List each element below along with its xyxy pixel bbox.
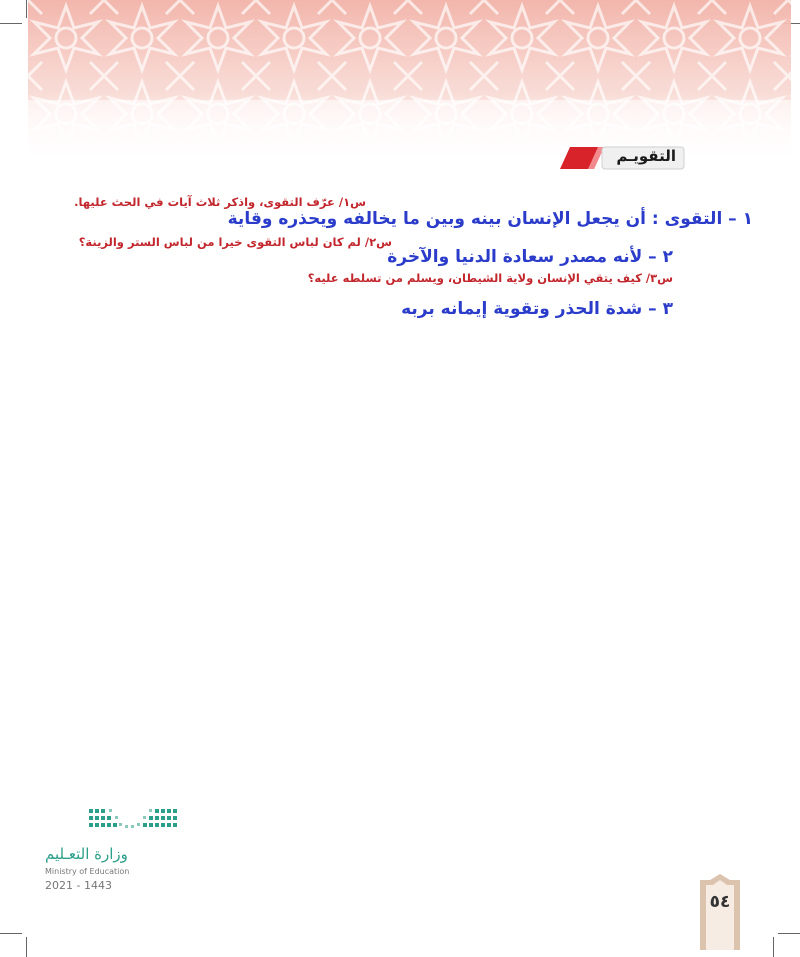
question-3: س٣/ كيف يتقي الإنسان ولاية الشيطان، ويسلم من تسلطه عليه؟ — [307, 271, 673, 285]
crop-mark — [0, 933, 22, 934]
answer-1: ١ – التقوى : أن يجعل الإنسان بينه وبين ما يخالفه ويحذره وقاية — [227, 209, 753, 229]
question-1: س١/ عرّف التقوى، واذكر ثلاث آيات في الحث عليها. — [74, 195, 366, 209]
section-tab — [556, 143, 686, 173]
ministry-name-en: Ministry of Education — [45, 867, 130, 876]
answer-2: ٢ – لأنه مصدر سعادة الدنيا والآخرة — [387, 247, 673, 267]
crop-mark — [26, 937, 27, 957]
ministry-logo — [45, 805, 205, 895]
section-title: التقويـم — [616, 147, 676, 165]
question-2: س٢/ لم كان لباس التقوى خيرا من لباس الستر والزينة؟ — [78, 235, 392, 249]
ministry-logo-icon — [87, 805, 183, 837]
crop-mark — [773, 937, 774, 957]
crop-mark — [0, 23, 22, 24]
ministry-name-ar: وزارة التعـليم — [45, 845, 128, 863]
crop-mark — [26, 0, 27, 18]
page-number-tab — [698, 872, 742, 950]
edition-year: 2021 - 1443 — [45, 879, 112, 892]
crop-mark — [778, 933, 800, 934]
answer-3: ٣ – شدة الحذر وتقوية إيمانه بربه — [401, 299, 673, 319]
page-number: ٥٤ — [709, 892, 731, 912]
